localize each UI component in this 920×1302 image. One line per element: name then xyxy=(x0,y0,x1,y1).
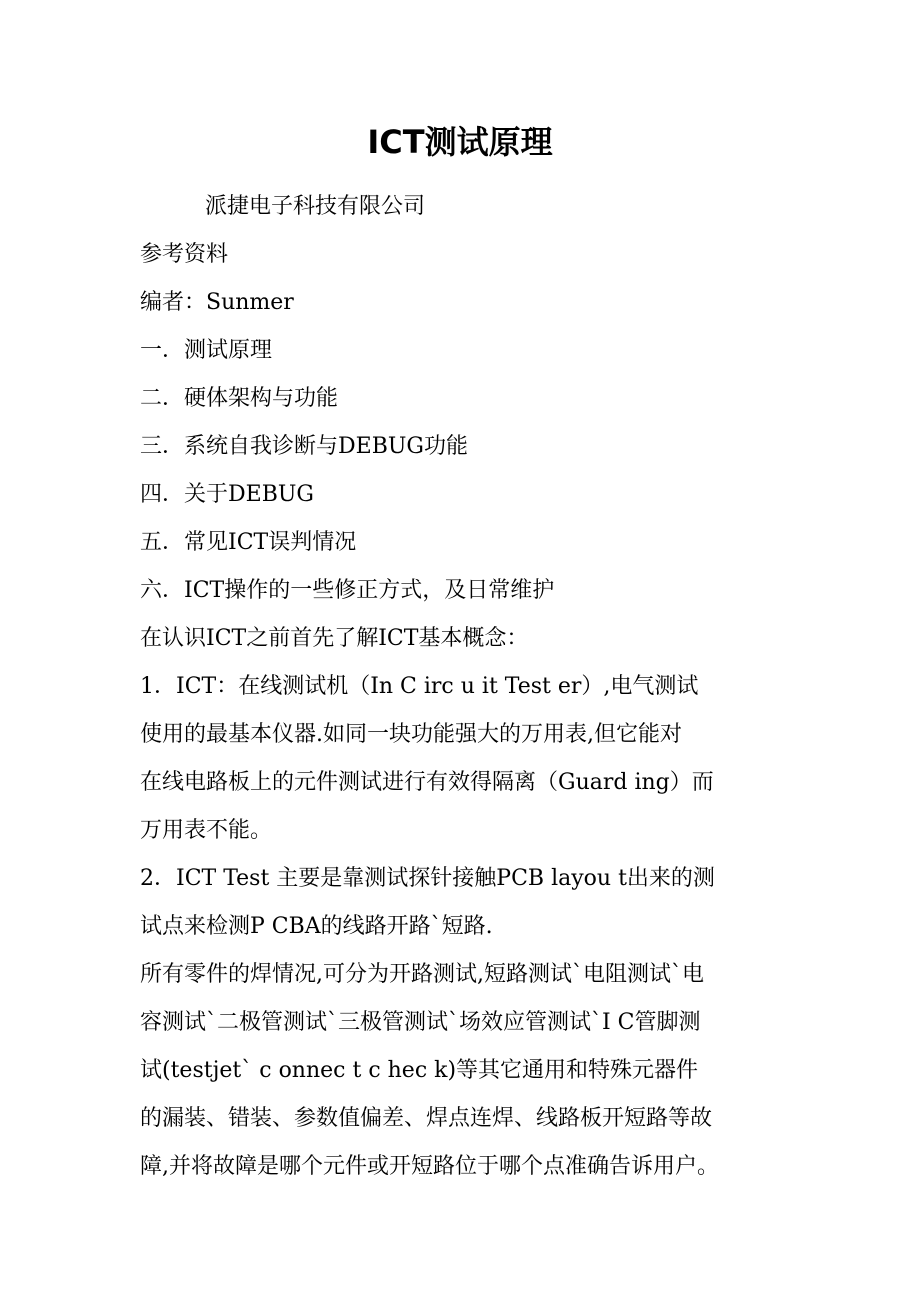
toc-item: 五．常见ICT误判情况 xyxy=(140,530,357,555)
toc-item: 一．测试原理 xyxy=(140,338,273,363)
toc-item: 三．系统自我诊断与DEBUG功能 xyxy=(140,434,468,459)
toc-item: 二．硬体架构与功能 xyxy=(140,386,339,411)
body-line: 2．ICT Test 主要是靠测试探针接触PCB layou t出来的测 xyxy=(140,866,715,891)
company-name: 派捷电子科技有限公司 xyxy=(205,194,426,219)
toc-item: 四．关于DEBUG xyxy=(140,482,314,507)
body-line: 容测试`二极管测试`三极管测试`场效应管测试`I C管脚测 xyxy=(140,1010,701,1035)
author-line: 编者：Sunmer xyxy=(140,290,294,315)
body-line: 万用表不能。 xyxy=(140,818,273,843)
toc-item: 六．ICT操作的一些修正方式，及日常维护 xyxy=(140,578,555,603)
body-line: 试(testjet` c onnec t c hec k)等其它通用和特殊元器件 xyxy=(140,1058,699,1083)
body-line: 1．ICT：在线测试机（In C irc u it Test er）,电气测试 xyxy=(140,674,699,699)
body-line: 所有零件的焊情况,可分为开路测试,短路测试`电阻测试`电 xyxy=(140,962,704,987)
document-title: ICT测试原理 xyxy=(367,123,553,161)
body-line: 在线电路板上的元件测试进行有效得隔离（Guard ing）而 xyxy=(140,770,714,795)
intro-line: 在认识ICT之前首先了解ICT基本概念： xyxy=(140,626,529,651)
body-line: 障,并将故障是哪个元件或开短路位于哪个点准确告诉用户。 xyxy=(140,1154,719,1179)
body-line: 使用的最基本仪器.如同一块功能强大的万用表,但它能对 xyxy=(140,722,682,747)
body-line: 试点来检测P CBA的线路开路`短路. xyxy=(140,914,493,939)
body-line: 的漏装、错装、参数值偏差、焊点连焊、线路板开短路等故 xyxy=(140,1106,713,1131)
reference-label: 参考资料 xyxy=(140,242,229,267)
